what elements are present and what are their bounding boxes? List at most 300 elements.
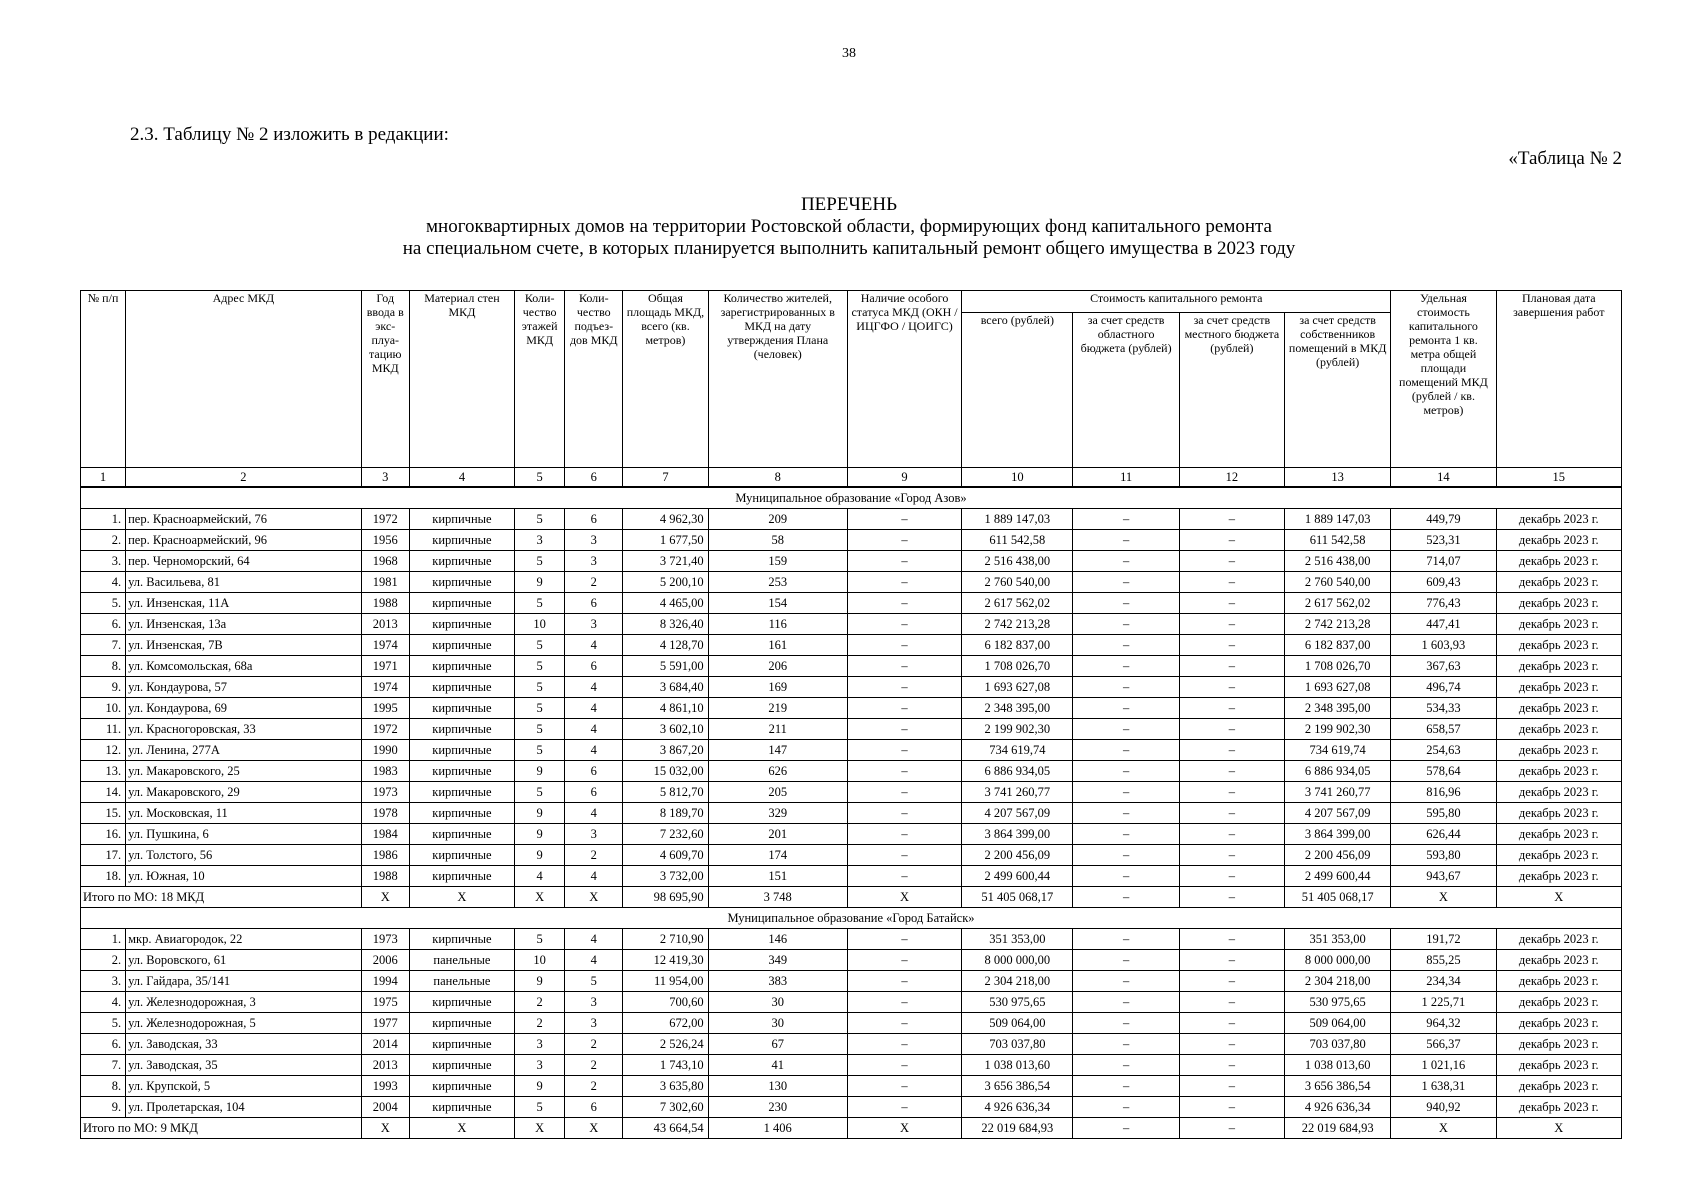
table-cell: 1995 [361,698,409,719]
table-cell: декабрь 2023 г. [1496,572,1621,593]
table-cell: 234,34 [1391,971,1496,992]
table-cell: 611 542,58 [1285,530,1391,551]
table-cell: 530 975,65 [962,992,1073,1013]
table-cell: 351 353,00 [1285,929,1391,950]
header-address: Адрес МКД [126,291,362,468]
table-row [81,824,1622,845]
table-cell: 191,72 [1391,929,1496,950]
table-cell: ул. Пролетарская, 104 [126,1097,362,1118]
table-cell: кирпичные [409,656,514,677]
total-row [81,1118,1622,1139]
table-cell: 4 [565,635,623,656]
table-cell: 530 975,65 [1285,992,1391,1013]
table-cell: 1975 [361,992,409,1013]
total-cell: X [1391,1118,1496,1139]
table-cell: декабрь 2023 г. [1496,1013,1621,1034]
table-cell: панельные [409,971,514,992]
table-cell: 5 [515,1097,565,1118]
table-cell: 1971 [361,656,409,677]
table-row [81,656,1622,677]
total-cell: X [565,1118,623,1139]
table-cell: 2 742 213,28 [962,614,1073,635]
total-cell: 43 664,54 [623,1118,708,1139]
section-title: Муниципальное образование «Город Азов» [81,487,1622,509]
table-cell: 1 638,31 [1391,1076,1496,1097]
table-cell: – [1179,971,1284,992]
table-cell: 2 499 600,44 [1285,866,1391,887]
table-cell: 509 064,00 [1285,1013,1391,1034]
table-cell: 578,64 [1391,761,1496,782]
table-cell: декабрь 2023 г. [1496,635,1621,656]
document-subtitle-line-2: на специальном счете, в которых планируется выполнить капитальный ремонт общего имущества в 2023 году [402,238,1296,259]
table-cell: 206 [708,656,847,677]
table-cell: 5 [515,635,565,656]
table-cell: ул. Красногоровская, 33 [126,719,362,740]
table-cell: 4 128,70 [623,635,708,656]
table-cell: 1 708 026,70 [962,656,1073,677]
table-cell: ул. Васильева, 81 [126,572,362,593]
table-cell: декабрь 2023 г. [1496,950,1621,971]
table-cell: 3 864 399,00 [962,824,1073,845]
table-cell: 2013 [361,1055,409,1076]
table-cell: 130 [708,1076,847,1097]
table-cell: декабрь 2023 г. [1496,1076,1621,1097]
table-cell: 3 656 386,54 [962,1076,1073,1097]
table-row [81,635,1622,656]
total-cell: X [361,1118,409,1139]
table-cell: 11 954,00 [623,971,708,992]
table-row [81,677,1622,698]
column-number-row [81,468,1622,488]
table-cell: 2014 [361,1034,409,1055]
table-cell: – [1073,509,1179,530]
table-row [81,782,1622,803]
table-cell: 5 [515,551,565,572]
header-planned-date: Плановая дата завершения работ [1496,291,1621,468]
column-number: 9 [847,468,961,488]
table-cell: 7 232,60 [623,824,708,845]
table-cell: 534,33 [1391,698,1496,719]
table-cell: декабрь 2023 г. [1496,593,1621,614]
column-number: 4 [409,468,514,488]
table-cell: 6 886 934,05 [962,761,1073,782]
table-cell: – [847,656,961,677]
table-cell: – [1179,740,1284,761]
table-cell: кирпичные [409,698,514,719]
table-cell: 6 [565,761,623,782]
table-cell: – [1179,572,1284,593]
table-cell: 201 [708,824,847,845]
table-row [81,530,1622,551]
table-cell: декабрь 2023 г. [1496,761,1621,782]
table-cell: 10 [515,614,565,635]
table-cell: 2 760 540,00 [1285,572,1391,593]
table-cell: 12. [81,740,126,761]
table-cell: 2013 [361,614,409,635]
table-cell: 2. [81,530,126,551]
table-row [81,992,1622,1013]
table-cell: 5 200,10 [623,572,708,593]
table-cell: 8 000 000,00 [962,950,1073,971]
table-cell: 6 182 837,00 [1285,635,1391,656]
table-cell: 30 [708,992,847,1013]
table-cell: ул. Макаровского, 29 [126,782,362,803]
table-cell: – [1073,803,1179,824]
total-cell: X [515,887,565,908]
table-cell: 4 207 567,09 [1285,803,1391,824]
total-cell: X [847,1118,961,1139]
table-cell: 4 [565,803,623,824]
table-cell: декабрь 2023 г. [1496,866,1621,887]
table-cell: 367,63 [1391,656,1496,677]
table-cell: 1981 [361,572,409,593]
table-cell: 2 760 540,00 [962,572,1073,593]
table-cell: 1994 [361,971,409,992]
column-number: 14 [1391,468,1496,488]
table-cell: пер. Красноармейский, 76 [126,509,362,530]
table-cell: ул. Железнодорожная, 3 [126,992,362,1013]
table-cell: 1972 [361,719,409,740]
table-cell: 2. [81,950,126,971]
table-row [81,950,1622,971]
table-row [81,971,1622,992]
table-cell: 1 603,93 [1391,635,1496,656]
header-cost-regional: за счет средств областного бюджета (рублей) [1073,313,1179,468]
table-cell: – [847,866,961,887]
table-cell: декабрь 2023 г. [1496,1055,1621,1076]
table-cell: 2 526,24 [623,1034,708,1055]
total-label: Итого по МО: 9 МКД [81,1118,362,1139]
table-cell: 1978 [361,803,409,824]
table-cell: – [1179,719,1284,740]
table-cell: ул. Воровского, 61 [126,950,362,971]
table-cell: 349 [708,950,847,971]
header-cost-local: за счет средств местного бюджета (рублей) [1179,313,1284,468]
table-cell: панельные [409,950,514,971]
table-cell: – [1073,992,1179,1013]
table-cell: декабрь 2023 г. [1496,698,1621,719]
table-cell: – [847,845,961,866]
table-cell: ул. Кондаурова, 57 [126,677,362,698]
table-cell: – [847,824,961,845]
table-cell: 2 516 438,00 [962,551,1073,572]
total-cell: X [1496,1118,1621,1139]
column-number: 8 [708,468,847,488]
table-cell: 3 [565,1013,623,1034]
table-cell: декабрь 2023 г. [1496,677,1621,698]
table-row [81,740,1622,761]
table-cell: ул. Комсомольская, 68а [126,656,362,677]
table-cell: кирпичные [409,761,514,782]
table-cell: 2 199 902,30 [1285,719,1391,740]
table-cell: 4 [565,719,623,740]
total-cell: X [1391,887,1496,908]
table-cell: – [1179,845,1284,866]
document-title: ПЕРЕЧЕНЬ [800,194,898,215]
table-cell: ул. Инзенская, 11А [126,593,362,614]
table-cell: декабрь 2023 г. [1496,719,1621,740]
table-cell: 2 304 218,00 [962,971,1073,992]
table-cell: 147 [708,740,847,761]
table-cell: 3 635,80 [623,1076,708,1097]
table-cell: 1973 [361,929,409,950]
table-cell: 855,25 [1391,950,1496,971]
table-cell: 6 [565,782,623,803]
table-row [81,1013,1622,1034]
table-row [81,866,1622,887]
table-cell: 230 [708,1097,847,1118]
table-cell: – [1073,1097,1179,1118]
table-cell: 1990 [361,740,409,761]
table-cell: 1973 [361,782,409,803]
table-cell: кирпичные [409,1013,514,1034]
column-number: 11 [1073,468,1179,488]
table-cell: 3 [515,1055,565,1076]
table-cell: 496,74 [1391,677,1496,698]
table-cell: 1. [81,509,126,530]
table-cell: 714,07 [1391,551,1496,572]
table-cell: 3 [565,992,623,1013]
table-cell: пер. Черноморский, 64 [126,551,362,572]
table-cell: 41 [708,1055,847,1076]
table-cell: 1 225,71 [1391,992,1496,1013]
table-cell: – [847,1013,961,1034]
table-cell: 626,44 [1391,824,1496,845]
table-cell: – [1073,614,1179,635]
table-cell: – [847,509,961,530]
table-cell: 2 617 562,02 [1285,593,1391,614]
table-row [81,845,1622,866]
table-cell: 509 064,00 [962,1013,1073,1034]
table-cell: 116 [708,614,847,635]
table-cell: 2 617 562,02 [962,593,1073,614]
table-cell: 2 199 902,30 [962,719,1073,740]
table-cell: 9 [515,761,565,782]
table-cell: 11. [81,719,126,740]
table-cell: 2 [565,1076,623,1097]
table-cell: 2 348 395,00 [962,698,1073,719]
table-row [81,551,1622,572]
table-cell: – [1073,698,1179,719]
table-cell: – [847,614,961,635]
table-cell: 1972 [361,509,409,530]
table-cell: 1 889 147,03 [962,509,1073,530]
table-cell: 6. [81,614,126,635]
table-cell: 700,60 [623,992,708,1013]
table-cell: кирпичные [409,845,514,866]
table-cell: 4 926 636,34 [962,1097,1073,1118]
table-cell: ул. Московская, 11 [126,803,362,824]
table-cell: 609,43 [1391,572,1496,593]
table-cell: 16. [81,824,126,845]
table-cell: – [847,1076,961,1097]
table-cell: 6 [565,1097,623,1118]
table-cell: – [1073,761,1179,782]
table-cell: 5 [515,656,565,677]
table-cell: – [1179,1055,1284,1076]
table-cell: 383 [708,971,847,992]
table-cell: 703 037,80 [962,1034,1073,1055]
table-cell: 5 [515,782,565,803]
table-cell: 447,41 [1391,614,1496,635]
table-cell: 329 [708,803,847,824]
total-cell: 1 406 [708,1118,847,1139]
total-cell: – [1179,887,1284,908]
table-cell: 8. [81,1076,126,1097]
table-cell: 4. [81,572,126,593]
table-cell: – [1179,551,1284,572]
table-cell: 1 743,10 [623,1055,708,1076]
table-cell: 4 [565,866,623,887]
table-cell: 7. [81,1055,126,1076]
table-body [81,468,1622,1139]
table-row [81,593,1622,614]
column-number: 10 [962,468,1073,488]
table-cell: 5 [515,740,565,761]
table-cell: 658,57 [1391,719,1496,740]
header-unit-cost: Удельная стоимость капитального ремонта 1 кв. метра общей площади помещений МКД (рублей / кв. метров) [1391,291,1496,468]
table-cell: 1. [81,929,126,950]
table-cell: 9. [81,677,126,698]
table-cell: – [1073,971,1179,992]
table-cell: 2 [515,992,565,1013]
table-cell: – [847,698,961,719]
table-cell: 1993 [361,1076,409,1097]
table-cell: 4 465,00 [623,593,708,614]
total-row [81,887,1622,908]
table-row [81,761,1622,782]
header-cost-owners: за счет средств собственников помещений в МКД (рублей) [1285,313,1391,468]
table-cell: 8 189,70 [623,803,708,824]
table-cell: 18. [81,866,126,887]
table-cell: – [847,803,961,824]
table-cell: 2 499 600,44 [962,866,1073,887]
table-cell: 4 962,30 [623,509,708,530]
table-cell: – [847,992,961,1013]
table-cell: кирпичные [409,677,514,698]
total-cell: X [515,1118,565,1139]
total-cell: 51 405 068,17 [1285,887,1391,908]
table-cell: – [1179,635,1284,656]
table-cell: кирпичные [409,740,514,761]
table-cell: 672,00 [623,1013,708,1034]
document-subtitle-line-1: многоквартирных домов на территории Ростовской области, формирующих фонд капитального ремонта [426,216,1272,237]
table-cell: мкр. Авиагородок, 22 [126,929,362,950]
table-cell: 3 867,20 [623,740,708,761]
table-cell: – [847,740,961,761]
table-cell: 776,43 [1391,593,1496,614]
table-cell: – [1179,803,1284,824]
table-cell: 205 [708,782,847,803]
table-cell: ул. Инзенская, 13а [126,614,362,635]
table-cell: 351 353,00 [962,929,1073,950]
header-cost-group: Стоимость капитального ремонта [962,291,1391,313]
table-cell: – [847,551,961,572]
table-cell: 6. [81,1034,126,1055]
table-row [81,698,1622,719]
table-cell: кирпичные [409,614,514,635]
table-cell: – [847,1055,961,1076]
table-cell: кирпичные [409,1034,514,1055]
table-cell: 5 [515,698,565,719]
table-cell: – [1073,1055,1179,1076]
table-cell: – [1073,1034,1179,1055]
table-cell: 58 [708,530,847,551]
table-cell: ул. Толстого, 56 [126,845,362,866]
table-cell: 3 721,40 [623,551,708,572]
table-cell: 1 021,16 [1391,1055,1496,1076]
header-floors: Коли-чество этажей МКД [515,291,565,468]
table-cell: кирпичные [409,1076,514,1097]
table-cell: 154 [708,593,847,614]
table-cell: 9 [515,572,565,593]
table-cell: 3 [515,1034,565,1055]
table-cell: декабрь 2023 г. [1496,992,1621,1013]
table-cell: декабрь 2023 г. [1496,551,1621,572]
table-cell: 3 732,00 [623,866,708,887]
header-entrances: Коли-чество подъез-дов МКД [565,291,623,468]
table-cell: ул. Макаровского, 25 [126,761,362,782]
table-cell: 7 302,60 [623,1097,708,1118]
table-cell: 7. [81,635,126,656]
total-cell: 22 019 684,93 [962,1118,1073,1139]
table-cell: 2 [565,572,623,593]
table-cell: 3. [81,971,126,992]
table-cell: кирпичные [409,1055,514,1076]
table-cell: кирпичные [409,593,514,614]
header-area: Общая площадь МКД, всего (кв. метров) [623,291,708,468]
table-cell: 4. [81,992,126,1013]
table-cell: – [847,971,961,992]
table-cell: – [847,1034,961,1055]
table-cell: – [1179,1076,1284,1097]
table-cell: 17. [81,845,126,866]
table-cell: декабрь 2023 г. [1496,1034,1621,1055]
table-cell: 1 038 013,60 [1285,1055,1391,1076]
section-row [81,487,1622,509]
table-cell: 2 710,90 [623,929,708,950]
table-cell: 1968 [361,551,409,572]
table-cell: 169 [708,677,847,698]
table-cell: – [1179,530,1284,551]
total-label: Итого по МО: 18 МКД [81,887,362,908]
table-cell: 3 [515,530,565,551]
table-cell: 4 609,70 [623,845,708,866]
table-cell: 4 [565,677,623,698]
table-cell: ул. Заводская, 35 [126,1055,362,1076]
table-cell: 703 037,80 [1285,1034,1391,1055]
document-title-block [0,194,1698,260]
table-cell: – [847,929,961,950]
table-cell: 5 [515,593,565,614]
table-cell: 3. [81,551,126,572]
table-cell: 5 [515,719,565,740]
column-number: 6 [565,468,623,488]
table-cell: кирпичные [409,509,514,530]
table-cell: декабрь 2023 г. [1496,530,1621,551]
table-cell: – [1179,824,1284,845]
table-cell: 9 [515,803,565,824]
table-cell: кирпичные [409,929,514,950]
table-cell: – [1073,950,1179,971]
table-cell: кирпичные [409,572,514,593]
table-cell: 9 [515,824,565,845]
table-cell: 816,96 [1391,782,1496,803]
page-number: 38 [842,46,856,61]
table-cell: – [1179,992,1284,1013]
column-number: 2 [126,468,362,488]
table-cell: – [1179,1034,1284,1055]
